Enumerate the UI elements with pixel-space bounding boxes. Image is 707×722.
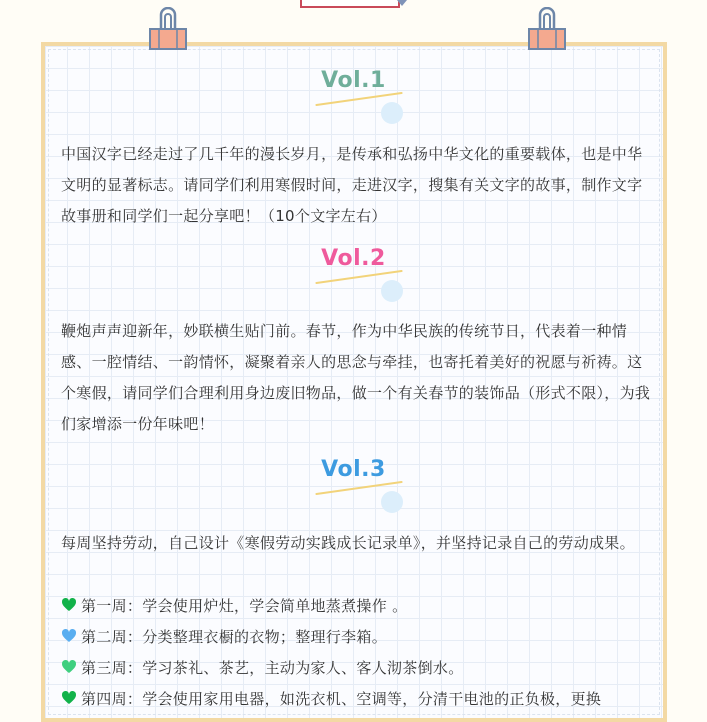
section-3-paragraph: 每周坚持劳动，自己设计《寒假劳动实践成长记录单》，并坚持记录自己的劳动成果。 bbox=[61, 534, 635, 552]
heart-icon bbox=[61, 597, 77, 613]
heart-icon bbox=[61, 690, 77, 706]
vol-3-heading: Vol.3 bbox=[321, 457, 386, 482]
week-4-text: 第四周：学会使用家用电器，如洗衣机、空调等，分清干电池的正负极，更换 bbox=[81, 690, 602, 708]
vol-2-heading: Vol.2 bbox=[321, 246, 386, 271]
top-banner-tab bbox=[300, 0, 400, 8]
week-1-text: 第一周：学会使用炉灶，学会简单地蒸煮操作 。 bbox=[81, 597, 408, 615]
binder-clip-left-icon bbox=[148, 7, 188, 53]
section-1-paragraph: 中国汉字已经走过了几千年的漫长岁月，是传承和弘扬中华文化的重要载体，也是中华文明的显著标志。请同学们利用寒假时间，走进汉字，搜集有关文字的故事，制作文字故事册和同学们一起分享吧！（10个文字左右） bbox=[61, 145, 643, 225]
section-3-title bbox=[0, 457, 707, 517]
section-2-title bbox=[0, 246, 707, 306]
week-1-item bbox=[61, 591, 681, 622]
vol-2-dot bbox=[381, 280, 403, 302]
heart-icon bbox=[61, 659, 77, 675]
week-2-text: 第二周：分类整理衣橱的衣物；整理行李箱。 bbox=[81, 628, 388, 646]
section-2-paragraph: 鞭炮声声迎新年，妙联横生贴门前。春节，作为中华民族的传统节日，代表着一种情感、一腔情结、一韵情怀，凝聚着亲人的思念与牵挂，也寄托着美好的祝愿与祈祷。这个寒假，请同学们合理利用身边废旧物品，做一个有关春节的装饰品（形式不限），为我们家增添一份年味吧！ bbox=[61, 322, 651, 433]
binder-clip-right-icon bbox=[527, 7, 567, 53]
week-3-text: 第三周：学习茶礼、茶艺，主动为家人、客人沏茶倒水。 bbox=[81, 659, 464, 677]
vol-1-heading: Vol.1 bbox=[321, 68, 386, 93]
top-banner-arrow bbox=[392, 0, 412, 6]
section-1-title bbox=[0, 68, 707, 128]
week-2-item bbox=[61, 622, 681, 653]
vol-3-dot bbox=[381, 491, 403, 513]
week-4-item bbox=[61, 684, 681, 715]
heart-icon bbox=[61, 628, 77, 644]
week-3-item bbox=[61, 653, 681, 684]
vol-1-dot bbox=[381, 102, 403, 124]
